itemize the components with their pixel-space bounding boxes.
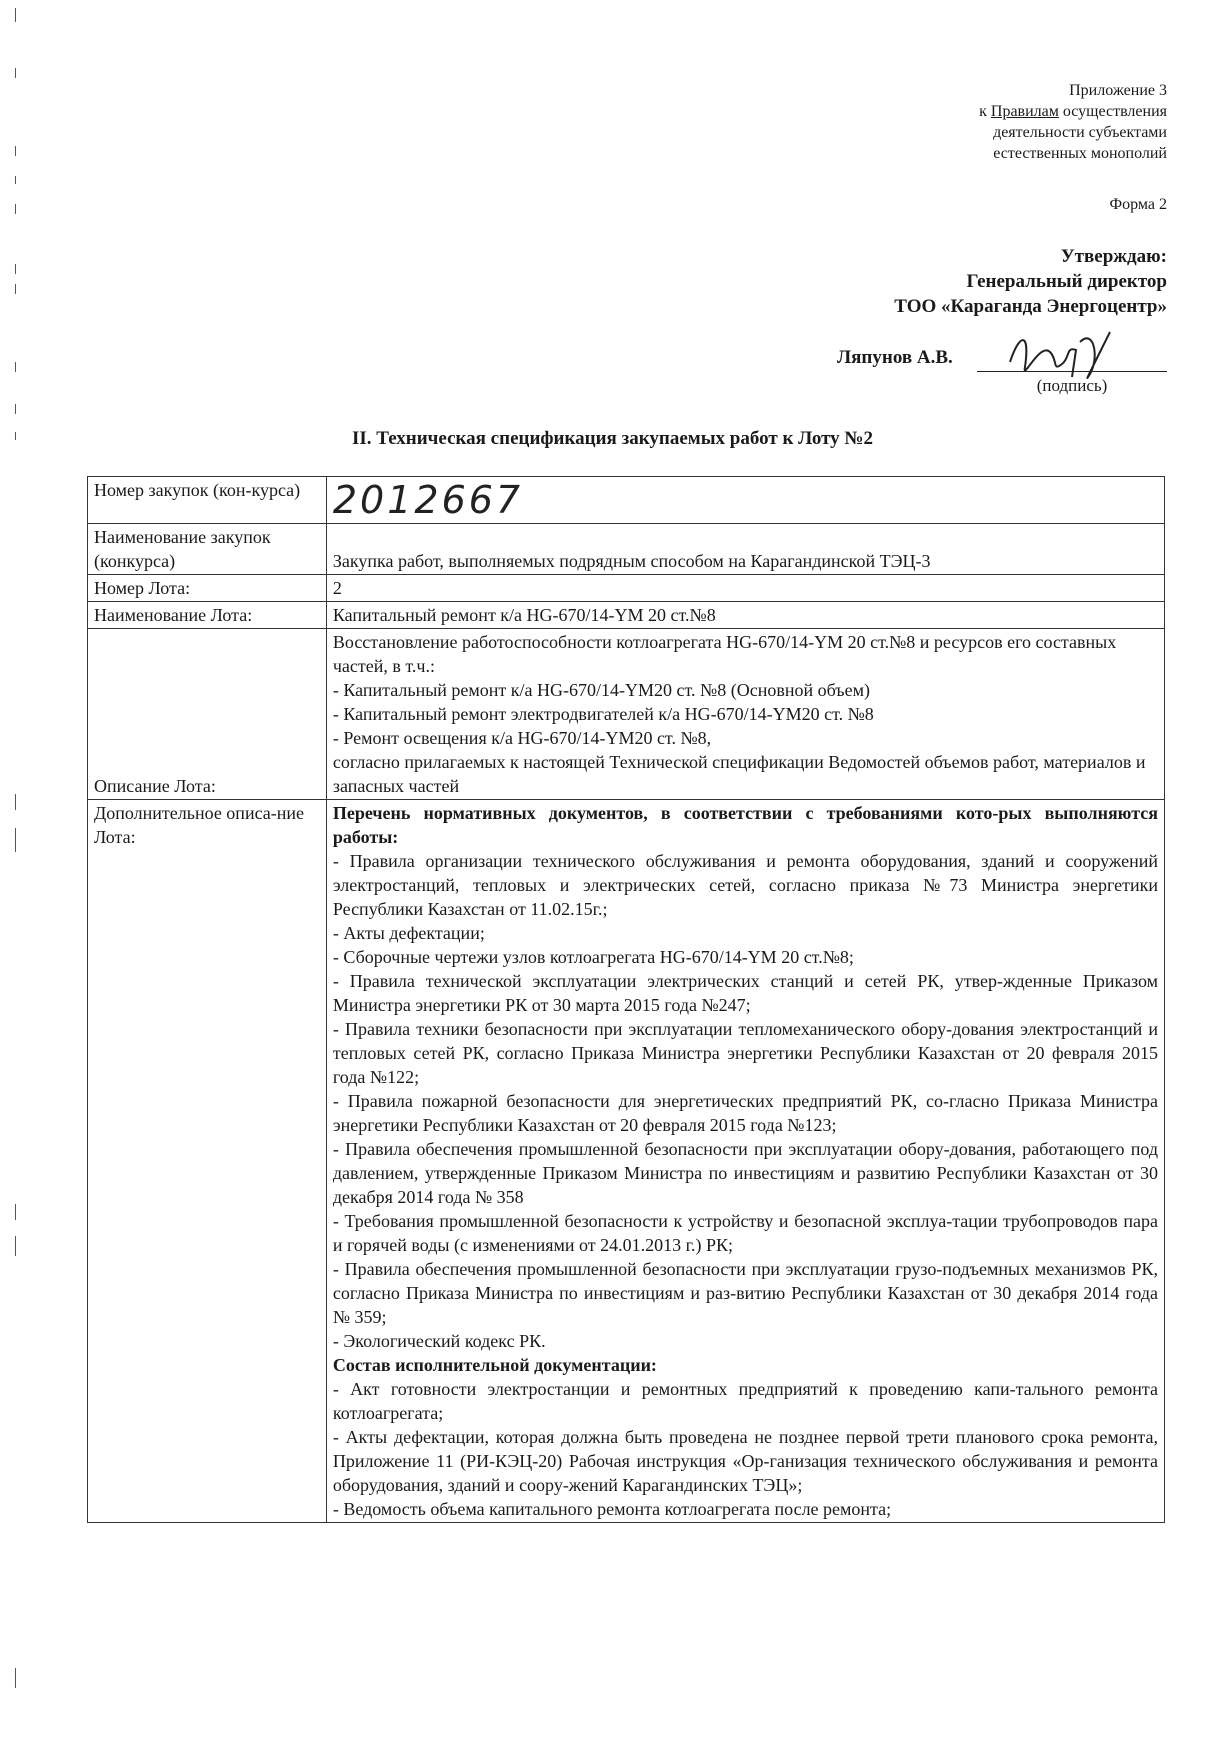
additional-description-label: Дополнительное описа-ние Лота: (88, 800, 327, 1523)
lot-description-value (326, 629, 1164, 800)
regulation-item: - Требования промышленной безопасности к устройству и безопасной эксплуа-тации трубопроводов пара и горячей воды (с изменениями от 24.01.2013 г.) РК; (332, 1211, 1158, 1255)
table-row (88, 602, 1165, 629)
approval-block (894, 244, 1167, 319)
documentation-item: - Акт готовности электростанции и ремонтных предприятий к проведению капи-тального ремонта котлоагрегата; (332, 1379, 1158, 1423)
purchase-number-value: 2012667 (326, 477, 1164, 524)
signer-name: Ляпунов А.В. (837, 347, 953, 368)
appendix-line-2: к Правилам осуществления (979, 103, 1167, 120)
lot-number-value: 2 (326, 575, 1164, 602)
documentation-item: - Ведомость объема капитального ремонта котлоагрегата после ремонта; (332, 1499, 892, 1519)
lot-name-label: Наименование Лота: (88, 602, 327, 629)
description-line: - Ремонт освещения к/а HG-670/14-YM20 ст. №8, (332, 728, 712, 748)
lot-description-label: Описание Лота: (88, 629, 327, 800)
approval-line-2: Генеральный директор (966, 271, 1167, 292)
documentation-item: - Акты дефектации, которая должна быть проведена не позднее первой трети планового срока ремонта, Приложение 11 (РИ-КЭЦ-20) Рабочая инструкция «Ор-ганизация технического обслуживания и ремонта оборудования, зданий и соору-жений Карагандинских ТЭЦ»; (332, 1427, 1158, 1495)
regulations-heading: Перечень нормативных документов, в соответствии с требованиями кото-рых выполняются работы: (332, 803, 1158, 847)
lot-number-label: Номер Лота: (88, 575, 327, 602)
approval-line-3: ТОО «Караганда Энергоцентр» (894, 296, 1167, 317)
regulation-item: - Сборочные чертежи узлов котлоагрегата HG-670/14-YM 20 ст.№8; (332, 947, 854, 967)
regulation-item: - Правила обеспечения промышленной безопасности при эксплуатации обору-дования, работающего под давлением, утвержденные Приказом Министра по инвестициям и развитию Республики Казахстан от 30 декабря 2014 года № 358 (332, 1139, 1158, 1207)
regulation-item: - Правила пожарной безопасности для энергетических предприятий РК, со-гласно Приказа Министра энергетики Республики Казахстан от 20 февраля 2015 года №123; (332, 1091, 1158, 1135)
table-row (88, 800, 1165, 1523)
description-line: - Капитальный ремонт электродвигателей к/а HG-670/14-YM20 ст. №8 (332, 704, 874, 724)
regulation-item: - Акты дефектации; (332, 923, 485, 943)
appendix-line-4: естественных монополий (993, 145, 1167, 162)
additional-description-value (326, 800, 1164, 1523)
purchase-name-value: Закупка работ, выполняемых подрядным способом на Карагандинской ТЭЦ-3 (326, 524, 1164, 575)
table-row (88, 629, 1165, 800)
approval-line-1: Утверждаю: (1060, 246, 1167, 267)
table-row (88, 575, 1165, 602)
signature-caption: (подпись) (1036, 376, 1108, 395)
appendix-reference (979, 80, 1167, 164)
rules-link[interactable]: Правилам (990, 103, 1059, 120)
scan-edge-marks (12, 8, 20, 1708)
purchase-name-label: Наименование закупок (конкурса) (88, 524, 327, 575)
table-row (88, 477, 1165, 524)
form-number: Форма 2 (1109, 196, 1167, 213)
regulation-item: - Экологический кодекс РК. (332, 1331, 546, 1351)
table-row (88, 524, 1165, 575)
regulation-item: - Правила организации технического обслуживания и ремонта оборудования, зданий и сооружений электростанций, тепловых и электрических сетей, согласно приказа №73 Министра энергетики Республики Казахстан от 11.02.15г.; (332, 851, 1158, 919)
purchase-number-label: Номер закупок (кон-курса) (88, 477, 327, 524)
regulation-item: - Правила техники безопасности при эксплуатации тепломеханического обору-дования электростанций и тепловых сетей РК, согласно Приказа Министра энергетики Республики Казахстан от 20 февраля 2015 года №122; (332, 1019, 1158, 1087)
regulation-item: - Правила обеспечения промышленной безопасности при эксплуатации грузо-подъемных механизмов РК, согласно Приказа Министра по инвестициям и раз-витию Республики Казахстан от 30 декабря 2014 года № 359; (332, 1259, 1158, 1327)
appendix-line-1: Приложение 3 (1069, 82, 1167, 99)
description-line: согласно прилагаемых к настоящей Технической спецификации Ведомостей объемов работ, материалов и запасных частей (332, 752, 1146, 796)
appendix-line-3: деятельности субъектами (993, 124, 1167, 141)
document-title: II. Техническая спецификация закупаемых работ к Лоту №2 (352, 428, 873, 449)
lot-name-value: Капитальный ремонт к/а HG-670/14-YM 20 ст.№8 (326, 602, 1164, 629)
description-line: - Капитальный ремонт к/а HG-670/14-YM20 ст. №8 (Основной объем) (332, 680, 870, 700)
documentation-heading: Состав исполнительной документации: (332, 1355, 657, 1375)
regulation-item: - Правила технической эксплуатации электрических станций и сетей РК, утвер-жденные Приказом Министра энергетики РК от 30 марта 2015 года №247; (332, 971, 1158, 1015)
specification-table (87, 476, 1165, 1523)
description-line: Восстановление работоспособности котлоагрегата HG-670/14-YM 20 ст.№8 и ресурсов его составных частей, в т.ч.: (332, 632, 1117, 676)
